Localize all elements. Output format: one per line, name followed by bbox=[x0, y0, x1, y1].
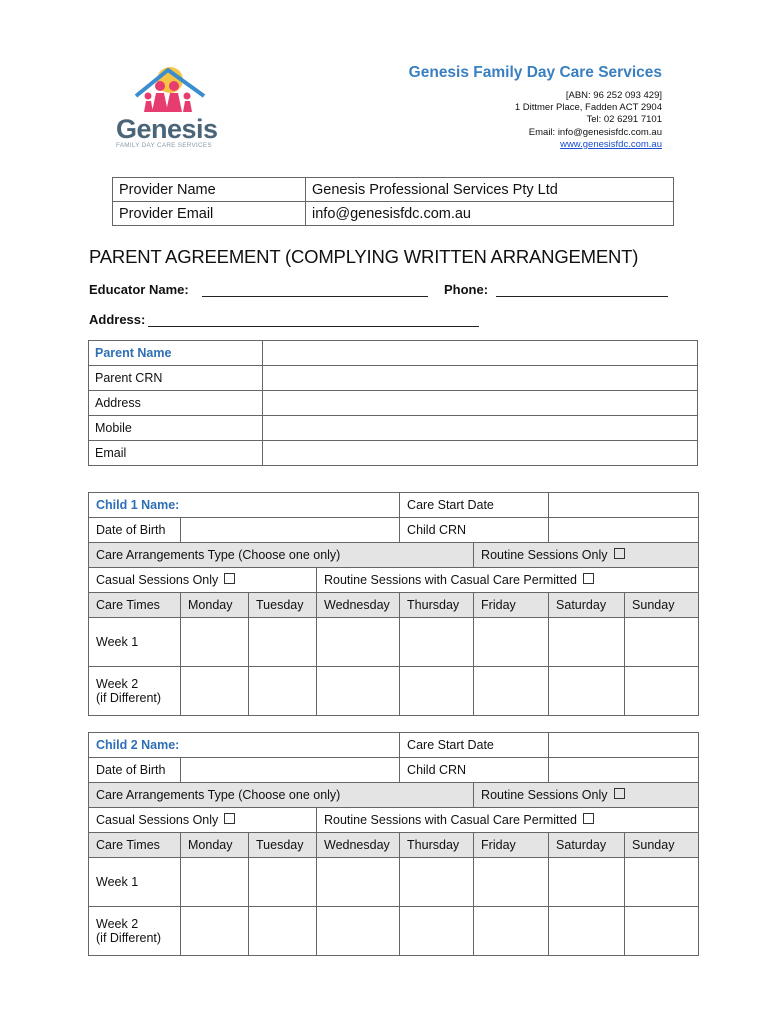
child1-crn-field[interactable] bbox=[549, 518, 699, 543]
phone-label: Phone: bbox=[444, 282, 489, 297]
child2-day-header: Thursday bbox=[400, 833, 474, 858]
child2-crn-field[interactable] bbox=[549, 758, 699, 783]
child2-week2-label bbox=[89, 907, 181, 956]
checkbox-icon[interactable] bbox=[614, 548, 625, 559]
child2-name-label: Child 2 Name: bbox=[89, 733, 400, 758]
child2-routine-casual-option[interactable] bbox=[317, 808, 699, 833]
child1-name-label: Child 1 Name: bbox=[89, 493, 400, 518]
child2-dob-field[interactable] bbox=[181, 758, 400, 783]
child1-routine-only-label: Routine Sessions Only bbox=[481, 548, 608, 562]
child2-week2-cell[interactable] bbox=[400, 907, 474, 956]
child2-routine-only-option[interactable] bbox=[474, 783, 699, 808]
child1-week2-cell[interactable] bbox=[549, 667, 625, 716]
org-contact bbox=[515, 90, 662, 151]
genesis-logo bbox=[108, 62, 220, 154]
child1-dob-field[interactable] bbox=[181, 518, 400, 543]
child1-care-start-field[interactable] bbox=[549, 493, 699, 518]
child1-day-header: Tuesday bbox=[249, 593, 317, 618]
child1-table bbox=[88, 492, 699, 716]
checkbox-icon[interactable] bbox=[224, 573, 235, 584]
parent-crn-field[interactable] bbox=[263, 366, 698, 391]
parent-email-label: Email bbox=[89, 441, 263, 466]
child1-routine-only-option[interactable] bbox=[474, 543, 699, 568]
child1-casual-only-label: Casual Sessions Only bbox=[96, 573, 219, 587]
checkbox-icon[interactable] bbox=[614, 788, 625, 799]
parent-name-field[interactable] bbox=[263, 341, 698, 366]
child2-week1-cell[interactable] bbox=[249, 858, 317, 907]
child2-week2-note: (if Different) bbox=[96, 931, 162, 945]
child2-casual-only-label: Casual Sessions Only bbox=[96, 813, 219, 827]
child2-crn-label: Child CRN bbox=[400, 758, 549, 783]
child1-day-header: Friday bbox=[474, 593, 549, 618]
org-website-link[interactable]: www.genesisfdc.com.au bbox=[560, 138, 662, 150]
child1-week1-cell[interactable] bbox=[400, 618, 474, 667]
child2-week1-cell[interactable] bbox=[625, 858, 699, 907]
child2-day-header: Wednesday bbox=[317, 833, 400, 858]
child1-dob-label: Date of Birth bbox=[89, 518, 181, 543]
child2-care-times-label: Care Times bbox=[89, 833, 181, 858]
child1-week1-cell[interactable] bbox=[249, 618, 317, 667]
child1-week2-note: (if Different) bbox=[96, 691, 162, 705]
child1-week2-label bbox=[89, 667, 181, 716]
child1-week2-cell[interactable] bbox=[400, 667, 474, 716]
child2-week1-cell[interactable] bbox=[317, 858, 400, 907]
org-name: Genesis Family Day Care Services bbox=[408, 64, 662, 81]
child2-routine-only-label: Routine Sessions Only bbox=[481, 788, 608, 802]
child1-casual-only-option[interactable] bbox=[89, 568, 317, 593]
child2-care-type-label: Care Arrangements Type (Choose one only) bbox=[89, 783, 474, 808]
child1-care-start-label: Care Start Date bbox=[400, 493, 549, 518]
parent-address-label: Address bbox=[89, 391, 263, 416]
provider-table bbox=[112, 177, 674, 226]
parent-mobile-field[interactable] bbox=[263, 416, 698, 441]
child2-day-header: Saturday bbox=[549, 833, 625, 858]
child2-week1-cell[interactable] bbox=[181, 858, 249, 907]
child1-day-header: Monday bbox=[181, 593, 249, 618]
child1-care-type-label: Care Arrangements Type (Choose one only) bbox=[89, 543, 474, 568]
child2-dob-label: Date of Birth bbox=[89, 758, 181, 783]
child1-week1-cell[interactable] bbox=[317, 618, 400, 667]
child1-routine-casual-label: Routine Sessions with Casual Care Permitted bbox=[324, 573, 577, 587]
child1-week2-cell[interactable] bbox=[317, 667, 400, 716]
parent-crn-label: Parent CRN bbox=[89, 366, 263, 391]
child1-week1-cell[interactable] bbox=[474, 618, 549, 667]
child2-day-header: Friday bbox=[474, 833, 549, 858]
child1-day-header: Thursday bbox=[400, 593, 474, 618]
child1-week1-cell[interactable] bbox=[549, 618, 625, 667]
child2-day-header: Sunday bbox=[625, 833, 699, 858]
provider-name-label: Provider Name bbox=[113, 178, 306, 202]
child1-week1-cell[interactable] bbox=[181, 618, 249, 667]
child2-week1-cell[interactable] bbox=[474, 858, 549, 907]
family-house-logo-icon bbox=[108, 62, 220, 118]
address-field[interactable] bbox=[148, 326, 479, 327]
parent-email-field[interactable] bbox=[263, 441, 698, 466]
parent-mobile-label: Mobile bbox=[89, 416, 263, 441]
child2-week2-cell[interactable] bbox=[474, 907, 549, 956]
child2-care-start-field[interactable] bbox=[549, 733, 699, 758]
provider-email-value: info@genesisfdc.com.au bbox=[306, 202, 674, 226]
educator-name-label: Educator Name: bbox=[89, 282, 189, 297]
child1-day-header: Saturday bbox=[549, 593, 625, 618]
logo-wordmark: Genesis bbox=[116, 114, 218, 144]
child1-week2-cell[interactable] bbox=[625, 667, 699, 716]
logo-tagline: FAMILY DAY CARE SERVICES bbox=[116, 142, 212, 149]
child2-week2-cell[interactable] bbox=[549, 907, 625, 956]
parent-address-field[interactable] bbox=[263, 391, 698, 416]
child2-week2-cell[interactable] bbox=[181, 907, 249, 956]
org-address: 1 Dittmer Place, Fadden ACT 2904 bbox=[514, 102, 662, 114]
checkbox-icon[interactable] bbox=[583, 573, 594, 584]
child1-day-header: Wednesday bbox=[317, 593, 400, 618]
child1-week1-label: Week 1 bbox=[89, 618, 181, 667]
org-tel: Tel: 02 6291 7101 bbox=[586, 114, 662, 126]
child2-week2-cell[interactable] bbox=[625, 907, 699, 956]
child1-week2-cell[interactable] bbox=[249, 667, 317, 716]
checkbox-icon[interactable] bbox=[583, 813, 594, 824]
parent-table bbox=[88, 340, 698, 466]
child2-day-header: Monday bbox=[181, 833, 249, 858]
child2-week1-cell[interactable] bbox=[549, 858, 625, 907]
child2-week2-cell[interactable] bbox=[249, 907, 317, 956]
child2-day-header: Tuesday bbox=[249, 833, 317, 858]
address-label: Address: bbox=[89, 312, 146, 327]
child1-routine-casual-option[interactable] bbox=[317, 568, 699, 593]
provider-name-value: Genesis Professional Services Pty Ltd bbox=[306, 178, 674, 202]
org-email: Email: info@genesisfdc.com.au bbox=[528, 126, 662, 138]
child1-crn-label: Child CRN bbox=[400, 518, 549, 543]
child2-casual-only-option[interactable] bbox=[89, 808, 317, 833]
child1-week2-cell[interactable] bbox=[181, 667, 249, 716]
child1-day-header: Sunday bbox=[625, 593, 699, 618]
org-abn: [ABN: 96 252 093 429] bbox=[565, 90, 662, 101]
child2-care-start-label: Care Start Date bbox=[400, 733, 549, 758]
child2-week1-label: Week 1 bbox=[89, 858, 181, 907]
child2-week1-cell[interactable] bbox=[400, 858, 474, 907]
child1-care-times-label: Care Times bbox=[89, 593, 181, 618]
page-title: PARENT AGREEMENT (COMPLYING WRITTEN ARRANGEMENT) bbox=[89, 246, 639, 267]
parent-name-label: Parent Name bbox=[89, 341, 263, 366]
child2-week2-title: Week 2 bbox=[96, 917, 139, 931]
provider-email-label: Provider Email bbox=[113, 202, 306, 226]
educator-name-field[interactable] bbox=[202, 296, 428, 297]
checkbox-icon[interactable] bbox=[224, 813, 235, 824]
phone-field[interactable] bbox=[496, 296, 668, 297]
child2-week2-cell[interactable] bbox=[317, 907, 400, 956]
child2-table bbox=[88, 732, 699, 956]
child1-week2-title: Week 2 bbox=[96, 677, 139, 691]
child1-week2-cell[interactable] bbox=[474, 667, 549, 716]
child2-routine-casual-label: Routine Sessions with Casual Care Permitted bbox=[324, 813, 577, 827]
child1-week1-cell[interactable] bbox=[625, 618, 699, 667]
